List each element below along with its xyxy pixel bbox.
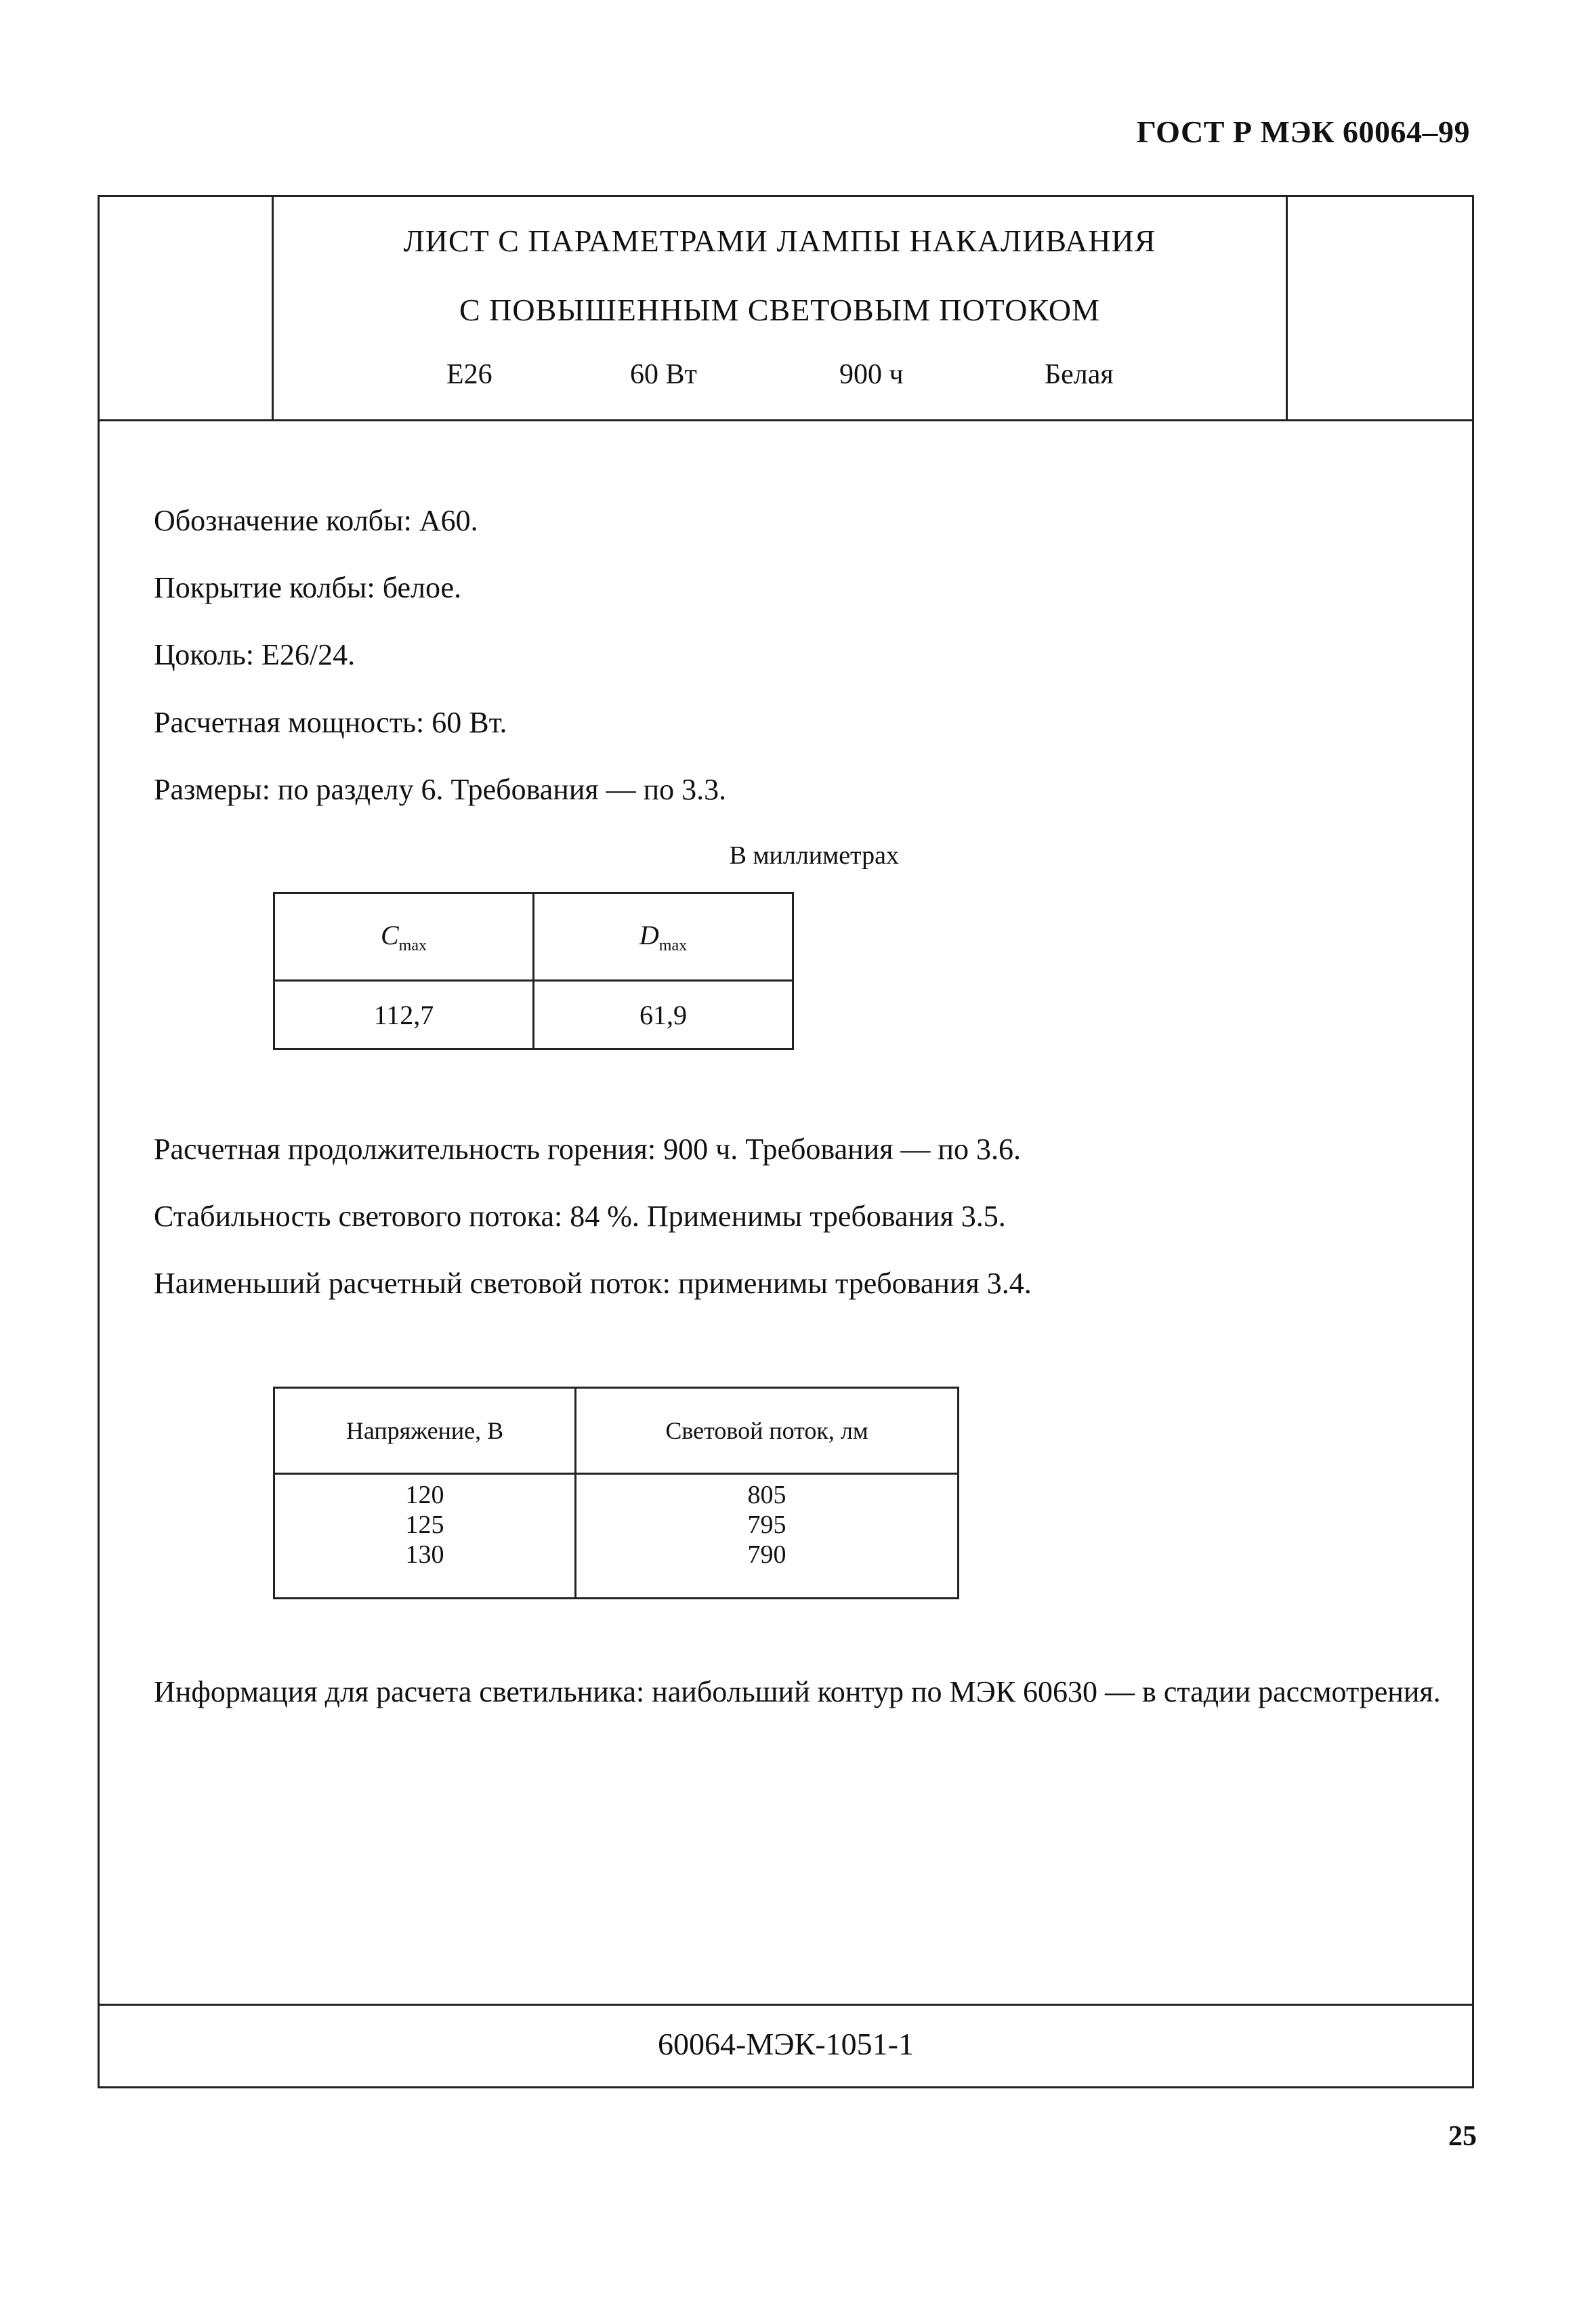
dim-header-dmax: $D_{max}$ <box>534 893 793 981</box>
luminous-flux-table <box>273 1387 959 1599</box>
param-bulb-designation: Обозначение колбы: А60. <box>154 504 478 537</box>
voltage-value: 120 <box>405 1481 444 1509</box>
footer-divider <box>100 2004 1472 2006</box>
flux-value: 795 <box>747 1511 786 1539</box>
param-rated-life: Расчетная продолжительность горения: 900 ч. Требования — по 3.6. <box>154 1133 1021 1166</box>
dim-header-cmax: $C_{max}$ <box>274 893 534 981</box>
param-bulb-coating: Покрытие колбы: белое. <box>154 571 462 604</box>
dimensions-units-note: В миллиметрах <box>729 841 899 870</box>
dimensions-table <box>273 892 794 1050</box>
param-dimensions: Размеры: по разделу 6. Требования — по 3.3. <box>154 773 727 806</box>
dim-cmax-value: 112,7 <box>274 981 534 1049</box>
param-lumen-maintenance: Стабильность светового потока: 84 %. Применимы требования 3.5. <box>154 1200 1006 1233</box>
param-rated-power: Расчетная мощность: 60 Вт. <box>154 706 507 739</box>
param-cap: Цоколь: Е26/24. <box>154 638 356 671</box>
header-left-cell <box>100 197 274 419</box>
sheet-header <box>100 197 1472 421</box>
dim-dmax-value: 61,9 <box>534 981 793 1049</box>
voltage-value: 130 <box>405 1540 444 1569</box>
lamp-power: 60 Вт <box>630 359 697 390</box>
flux-header-flux: Световой поток, лм <box>576 1388 959 1474</box>
flux-header-voltage: Напряжение, В <box>274 1388 576 1474</box>
flux-value: 790 <box>747 1540 786 1569</box>
param-min-luminous-flux: Наименьший расчетный световой поток: применимы требования 3.4. <box>154 1267 1032 1300</box>
luminaire-design-info: Информация для расчета светильника: наибольший контур по МЭК 60630 — в стадии рассмотрения. <box>154 1675 1441 1708</box>
flux-values-cell <box>576 1474 959 1599</box>
sheet-code: 60064-МЭК-1051-1 <box>658 2027 914 2061</box>
lamp-cap: E26 <box>446 359 492 390</box>
parameter-sheet-frame <box>98 195 1474 2088</box>
lamp-life: 900 ч <box>839 359 904 390</box>
header-right-cell <box>1286 197 1472 419</box>
lamp-finish: Белая <box>1045 359 1114 390</box>
sheet-title-line-2: С ПОВЫШЕННЫМ СВЕТОВЫМ ПОТОКОМ <box>459 293 1101 327</box>
voltage-values-cell <box>274 1474 576 1599</box>
page-number: 25 <box>1448 2121 1477 2152</box>
document-code: ГОСТ Р МЭК 60064–99 <box>1136 114 1470 149</box>
sheet-title-line-1: ЛИСТ С ПАРАМЕТРАМИ ЛАМПЫ НАКАЛИВАНИЯ <box>403 224 1156 258</box>
voltage-value: 125 <box>405 1511 444 1539</box>
flux-value: 805 <box>747 1481 786 1509</box>
